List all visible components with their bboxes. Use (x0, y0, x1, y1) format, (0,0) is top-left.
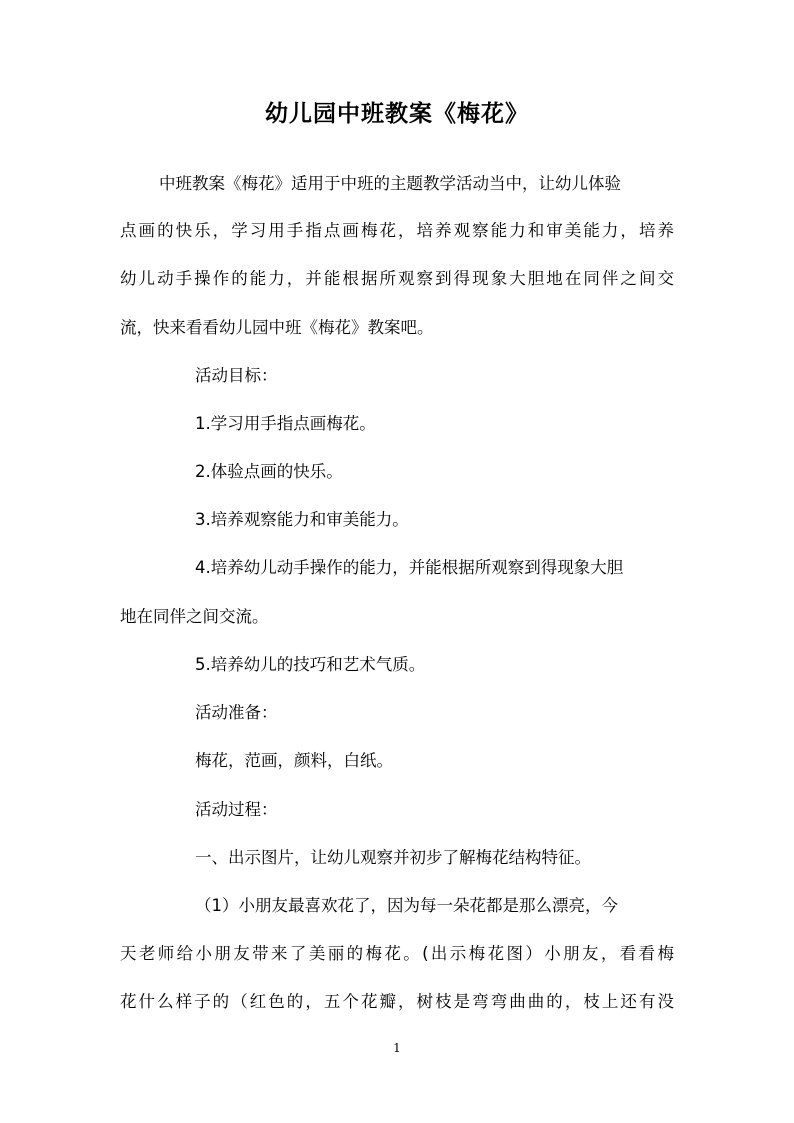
process-heading: 活动过程： (195, 800, 278, 819)
prep-items: 梅花，范画，颜料，白纸。 (195, 751, 393, 770)
intro-line-4: 流，快来看看幼儿园中班《梅花》教案吧。 (120, 318, 434, 337)
goal-item-5: 5.培养幼儿的技巧和艺术气质。 (195, 655, 426, 674)
goal-item-2: 2.体验点画的快乐。 (195, 462, 343, 481)
goal-item-3: 3.培养观察能力和审美能力。 (195, 510, 409, 529)
goal-item-1: 1.学习用手指点画梅花。 (195, 414, 376, 433)
intro-line-3: 幼儿动手操作的能力，并能根据所观察到得现象大胆地在同伴之间交 (120, 269, 674, 288)
goals-heading: 活动目标： (195, 366, 278, 385)
intro-line-2: 点画的快乐，学习用手指点画梅花，培养观察能力和审美能力，培养 (120, 221, 674, 240)
step-1-detail-line-2: 天老师给小朋友带来了美丽的梅花。(出示梅花图）小朋友，看看梅 (120, 944, 674, 963)
prep-heading: 活动准备： (195, 703, 278, 722)
document-title: 幼儿园中班教案《梅花》 (265, 101, 529, 127)
goal-item-4-line-1: 4.培养幼儿动手操作的能力，并能根据所观察到得现象大胆 (195, 558, 624, 577)
step-1-detail-line-3: 花什么样子的（红色的，五个花瓣，树枝是弯弯曲曲的，枝上还有没 (120, 992, 674, 1011)
process-step-1: 一、出示图片，让幼儿观察并初步了解梅花结构特征。 (195, 848, 591, 867)
goal-item-4-line-2: 地在同伴之间交流。 (120, 607, 269, 626)
intro-line-1: 中班教案《梅花》适用于中班的主题教学活动当中，让幼儿体验 (159, 174, 621, 193)
page-number: 1 (393, 1041, 401, 1055)
step-1-detail-line-1: （1）小朋友最喜欢花了，因为每一朵花都是那么漂亮，今 (195, 896, 618, 915)
